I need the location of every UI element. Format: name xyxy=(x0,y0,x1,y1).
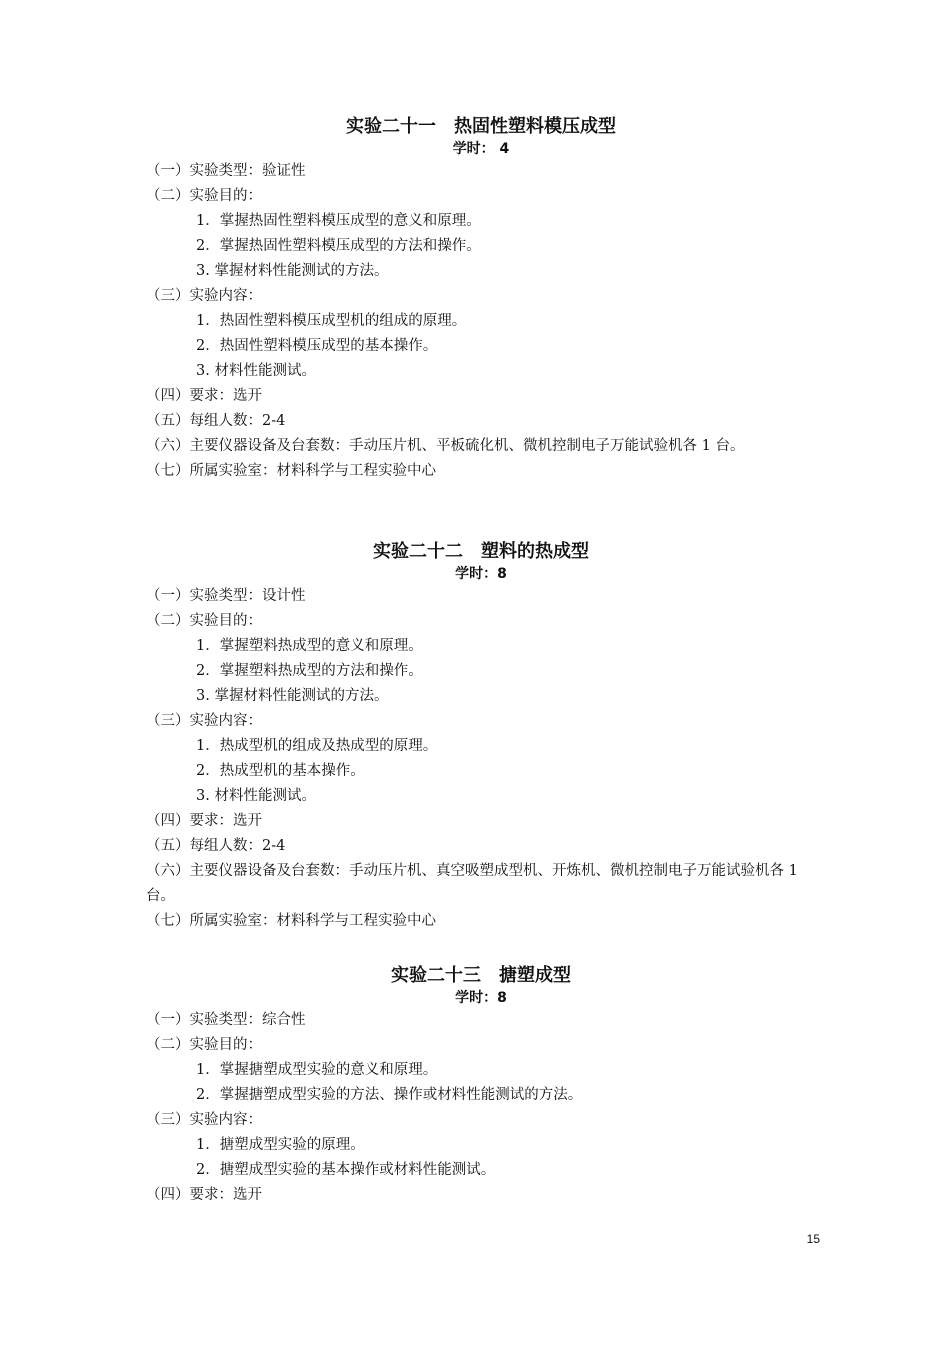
content-item: 2．搪塑成型实验的基本操作或材料性能测试。 xyxy=(196,1162,496,1178)
section-hours: 学时：8 xyxy=(455,990,507,1006)
experiment-type: （一）实验类型：设计性 xyxy=(146,588,306,604)
content-item: 1．搪塑成型实验的原理。 xyxy=(196,1137,365,1153)
section-title: 实验二十二 塑料的热成型 xyxy=(373,541,589,562)
purpose-item: 2．掌握塑料热成型的方法和操作。 xyxy=(196,663,423,679)
section-title: 实验二十一 热固性塑料模压成型 xyxy=(346,116,616,137)
content-item: 2．热固性塑料模压成型的基本操作。 xyxy=(196,338,438,354)
experiment-section-22 xyxy=(146,540,816,934)
section-hours: 学时：8 xyxy=(455,566,507,582)
requirement: （四）要求：选开 xyxy=(146,388,262,404)
content-item: 2．热成型机的基本操作。 xyxy=(196,763,365,779)
purpose-item: 2．掌握热固性塑料模压成型的方法和操作。 xyxy=(196,238,481,254)
group-size: （五）每组人数：2-4 xyxy=(146,838,286,854)
page-number: 15 xyxy=(806,1232,820,1246)
content-item: 3. 材料性能测试。 xyxy=(196,363,316,379)
content-item: 3. 材料性能测试。 xyxy=(196,788,316,804)
purpose-heading: （二）实验目的： xyxy=(146,613,262,629)
purpose-item: 1．掌握塑料热成型的意义和原理。 xyxy=(196,638,423,654)
equipment: （六）主要仪器设备及台套数：手动压片机、真空吸塑成型机、开炼机、微机控制电子万能试验机各 1 台。 xyxy=(146,863,798,904)
group-size: （五）每组人数：2-4 xyxy=(146,413,286,429)
section-hours: 学时： 4 xyxy=(452,141,510,157)
purpose-item: 1．掌握热固性塑料模压成型的意义和原理。 xyxy=(196,213,481,229)
purpose-item: 3. 掌握材料性能测试的方法。 xyxy=(196,688,389,704)
lab: （七）所属实验室：材料科学与工程实验中心 xyxy=(146,463,436,479)
experiment-section-23 xyxy=(146,964,816,1208)
content-item: 1．热成型机的组成及热成型的原理。 xyxy=(196,738,438,754)
lab: （七）所属实验室：材料科学与工程实验中心 xyxy=(146,913,436,929)
equipment: （六）主要仪器设备及台套数：手动压片机、平板硫化机、微机控制电子万能试验机各 1 台。 xyxy=(146,438,745,454)
content-item: 1．热固性塑料模压成型机的组成的原理。 xyxy=(196,313,467,329)
content-heading: （三）实验内容： xyxy=(146,713,262,729)
requirement: （四）要求：选开 xyxy=(146,1187,262,1203)
content-heading: （三）实验内容： xyxy=(146,288,262,304)
purpose-heading: （二）实验目的： xyxy=(146,188,262,204)
purpose-item: 2．掌握搪塑成型实验的方法、操作或材料性能测试的方法。 xyxy=(196,1087,583,1103)
experiment-section-21 xyxy=(146,115,816,484)
experiment-type: （一）实验类型：验证性 xyxy=(146,163,306,179)
content-heading: （三）实验内容： xyxy=(146,1112,262,1128)
purpose-heading: （二）实验目的： xyxy=(146,1037,262,1053)
section-title: 实验二十三 搪塑成型 xyxy=(391,965,571,986)
purpose-item: 1．掌握搪塑成型实验的意义和原理。 xyxy=(196,1062,438,1078)
experiment-type: （一）实验类型：综合性 xyxy=(146,1012,306,1028)
requirement: （四）要求：选开 xyxy=(146,813,262,829)
purpose-item: 3. 掌握材料性能测试的方法。 xyxy=(196,263,389,279)
